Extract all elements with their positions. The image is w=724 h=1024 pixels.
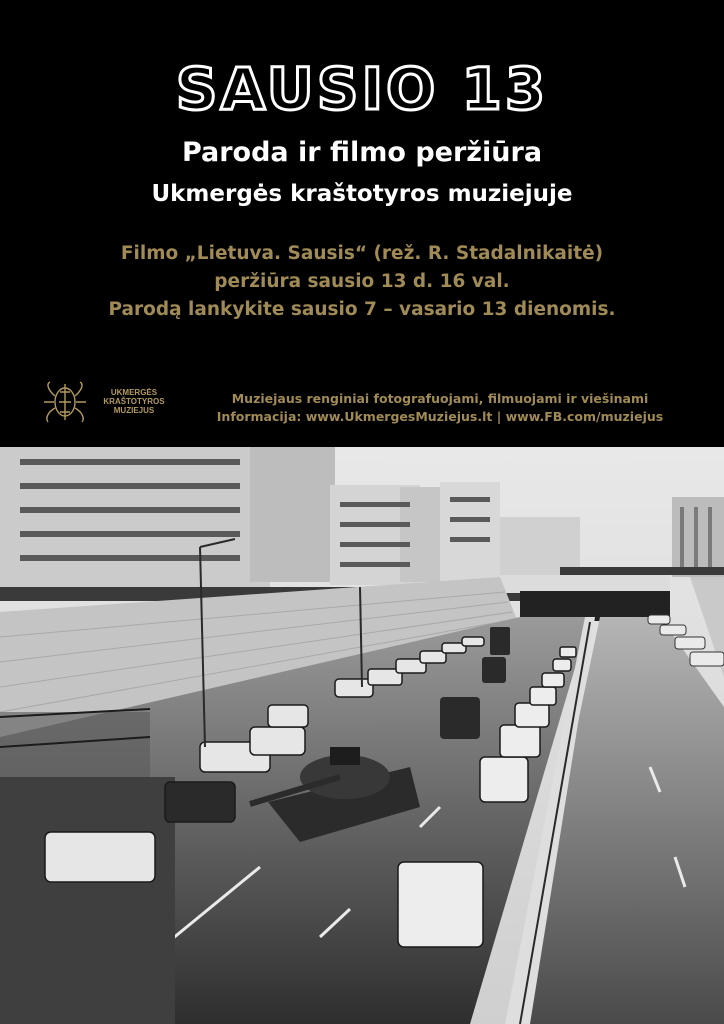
poster-header	[0, 0, 724, 447]
logo-line-2: KRAŠTOTYROS	[103, 397, 165, 406]
logo-line-1: UKMERGĖS	[110, 388, 158, 397]
notice-links: Informacija: www.UkmergesMuziejus.lt | www.FB.com/muziejus	[216, 409, 664, 424]
museum-logo-text	[94, 388, 174, 415]
notice-recording: Muziejaus renginiai fotografuojami, filmuojami ir viešinami	[231, 391, 649, 406]
info-film: Filmo „Lietuva. Sausis“ (rež. R. Stadalnikaitė)	[120, 243, 604, 264]
info-screening-time: peržiūra sausio 13 d. 16 val.	[214, 271, 510, 292]
logo-line-3: MUZIEJUS	[113, 406, 155, 415]
street-scene-illustration	[0, 447, 724, 1024]
historical-photo	[0, 447, 724, 1024]
info-exhibition-dates: Parodą lankykite sausio 7 – vasario 13 dienomis.	[108, 299, 616, 320]
museum-logo	[42, 380, 172, 424]
subtitle-location: Ukmergės kraštotyros muziejuje	[151, 181, 573, 207]
subtitle-event: Paroda ir filmo peržiūra	[181, 137, 543, 168]
poster-title: SAUSIO 13	[175, 55, 549, 123]
museum-emblem-icon	[42, 380, 88, 424]
